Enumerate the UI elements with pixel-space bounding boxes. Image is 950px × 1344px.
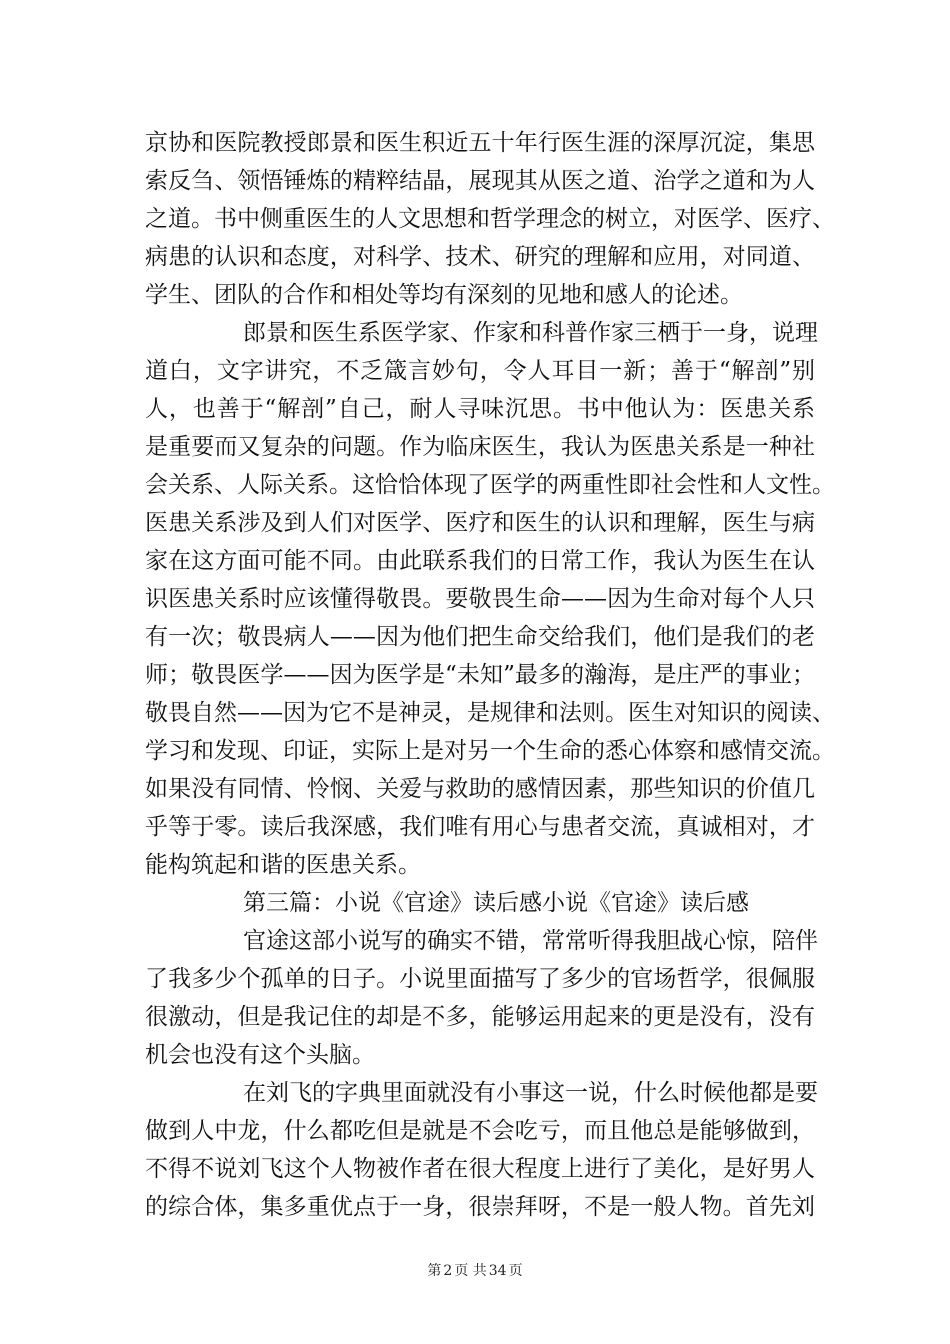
paragraph-line: 的综合体，集多重优点于一身，很崇拜呀，不是一般人物。首先刘 [145,1194,815,1220]
paragraph-line: 之道。书中侧重医生的人文思想和哲学理念的树立，对医学、医疗、 [145,206,835,232]
paragraph-line: 医患关系涉及到人们对医学、医疗和医生的认识和理解，医生与病 [145,510,815,536]
paragraph-line: 人，也善于“解剖”自己，耐人寻味沉思。书中他认为：医患关系 [145,396,815,422]
paragraph-line: 学生、团队的合作和相处等均有深刻的见地和感人的论述。 [145,282,743,308]
footer-prefix: 第 [427,1263,442,1279]
paragraph-line: 做到人中龙，什么都吃但是就是不会吃亏，而且他总是能够做到， [145,1118,815,1144]
paragraph-line: 识医患关系时应该懂得敬畏。要敬畏生命——因为生命对每个人只 [145,586,815,612]
paragraph-line: 很激动，但是我记住的却是不多，能够运用起来的更是没有，没有 [145,1004,815,1030]
paragraph-line: 了我多少个孤单的日子。小说里面描写了多少的官场哲学，很佩服 [145,966,815,992]
paragraph-line: 有一次；敬畏病人——因为他们把生命交给我们，他们是我们的老 [145,624,815,650]
page-number: 2 [443,1263,453,1279]
paragraph-first-line: 官途这部小说写的确实不错，常常听得我胆战心惊，陪伴 [243,928,818,954]
paragraph-line: 乎等于零。读后我深感，我们唯有用心与患者交流，真诚相对，才 [145,814,815,840]
paragraph-line: 京协和医院教授郎景和医生积近五十年行医生涯的深厚沉淀，集思 [145,130,815,156]
paragraph-line: 家在这方面可能不同。由此联系我们的日常工作，我认为医生在认 [145,548,815,574]
paragraph-line: 病患的认识和态度，对科学、技术、研究的理解和应用，对同道、 [145,244,815,270]
paragraph-line: 不得不说刘飞这个人物被作者在很大程度上进行了美化，是好男人 [145,1156,815,1182]
paragraph-line: 师；敬畏医学——因为医学是“未知”最多的瀚海，是庄严的事业； [145,662,815,688]
page-footer [0,1262,950,1280]
footer-suffix: 页 [508,1263,523,1279]
paragraph-first-line: 郎景和医生系医学家、作家和科普作家三栖于一身，说理 [243,320,818,346]
total-pages: 34 [488,1263,507,1279]
paragraph-line: 能构筑起和谐的医患关系。 [145,852,421,878]
paragraph-line: 如果没有同情、怜悯、关爱与救助的感情因素，那些知识的价值几 [145,776,815,802]
paragraph-line: 索反刍、领悟锤炼的精粹结晶，展现其从医之道、治学之道和为人 [145,168,815,194]
paragraph-first-line: 在刘飞的字典里面就没有小事这一说，什么时候他都是要 [243,1080,818,1106]
footer-middle: 页 共 [454,1263,487,1279]
paragraph-line: 道白，文字讲究，不乏箴言妙句，令人耳目一新；善于“解剖”别 [145,358,815,384]
paragraph-line: 是重要而又复杂的问题。作为临床医生，我认为医患关系是一种社 [145,434,815,460]
paragraph-line: 会关系、人际关系。这恰恰体现了医学的两重性即社会性和人文性。 [145,472,835,498]
paragraph-line: 机会也没有这个头脑。 [145,1042,375,1068]
paragraph-line: 敬畏自然——因为它不是神灵，是规律和法则。医生对知识的阅读、 [145,700,835,726]
section-heading: 第三篇：小说《官途》读后感小说《官途》读后感 [243,890,749,916]
paragraph-line: 学习和发现、印证，实际上是对另一个生命的悉心体察和感情交流。 [145,738,835,764]
